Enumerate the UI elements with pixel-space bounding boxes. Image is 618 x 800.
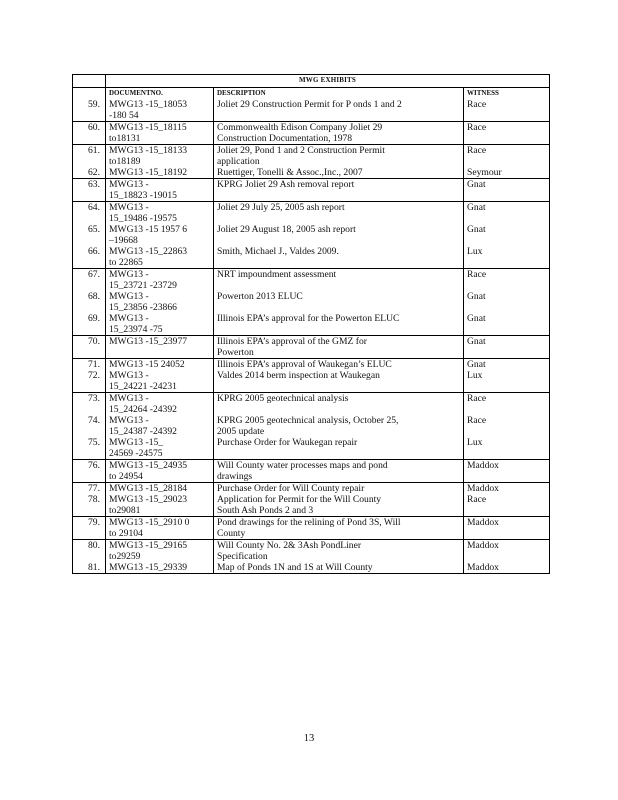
document-number-line: MWG13 -15 24052 xyxy=(109,359,185,370)
description-line: Powerton 2013 ELUC xyxy=(217,291,303,302)
document-number-line: to18131 xyxy=(109,133,141,144)
description-line: Powerton xyxy=(217,347,254,358)
exhibit-number: 61. xyxy=(88,145,100,156)
spacer xyxy=(75,190,100,201)
document-number-line: MWG13 -15_23977 xyxy=(109,336,188,347)
description-cell xyxy=(214,202,464,269)
document-number-line: -180 54 xyxy=(109,110,139,121)
spacer xyxy=(217,448,461,459)
witness-name: Gnat xyxy=(467,336,486,347)
description-cell xyxy=(214,359,464,393)
row-number-cell xyxy=(73,202,106,269)
table-row xyxy=(73,122,550,145)
description-cell xyxy=(214,336,464,359)
witness-cell xyxy=(464,179,550,202)
spacer xyxy=(217,190,461,201)
page-number: 13 xyxy=(303,733,315,744)
document-cell xyxy=(106,460,214,483)
document-cell xyxy=(106,517,214,540)
row-number-cell xyxy=(73,460,106,483)
spacer xyxy=(467,302,547,313)
description-cell xyxy=(214,517,464,540)
witness-name: Maddox xyxy=(467,517,499,528)
document-number-line: MWG13 -15_18115 xyxy=(109,122,187,133)
description-cell xyxy=(214,145,464,179)
spacer xyxy=(467,257,547,268)
spacer xyxy=(467,324,547,335)
witness-name: Seymour xyxy=(467,167,502,178)
spacer xyxy=(75,528,100,539)
document-cell xyxy=(106,336,214,359)
document-cell xyxy=(106,202,214,269)
description-line: Purchase Order for Waukegan repair xyxy=(217,437,358,448)
document-number-line: 15_18823 -19015 xyxy=(109,190,177,201)
description-cell xyxy=(214,540,464,574)
document-number-line: to29081 xyxy=(109,505,141,516)
description-line: Smith, Michael J., Valdes 2009. xyxy=(217,246,339,257)
table-title: MWG EXHIBITS xyxy=(106,75,550,88)
witness-name: Maddox xyxy=(467,460,499,471)
row-number-cell xyxy=(73,517,106,540)
spacer xyxy=(75,110,100,121)
spacer xyxy=(217,302,461,313)
spacer xyxy=(467,426,547,437)
description-line: Purchase Order for Will County repair xyxy=(217,483,365,494)
description-line: Will County No. 2& 3Ash PondLiner xyxy=(217,540,362,551)
document-number-line: 24569 -24575 xyxy=(109,448,163,459)
witness-cell xyxy=(464,336,550,359)
spacer xyxy=(75,426,100,437)
spacer xyxy=(75,235,100,246)
spacer xyxy=(467,551,547,562)
witness-cell xyxy=(464,517,550,540)
description-cell xyxy=(214,88,464,122)
description-line: Specification xyxy=(217,551,268,562)
row-number-cell xyxy=(73,145,106,179)
description-line: Illinois EPA’s approval of Waukegan’s ELUC xyxy=(217,359,392,370)
spacer xyxy=(467,190,547,201)
spacer xyxy=(467,381,547,392)
document-number-line: MWG13 - xyxy=(109,393,149,404)
spacer xyxy=(467,235,547,246)
exhibit-number: 72. xyxy=(88,370,100,381)
document-cell xyxy=(106,393,214,460)
spacer xyxy=(467,347,547,358)
table-row xyxy=(73,88,550,122)
description-cell xyxy=(214,179,464,202)
document-number-line: MWG13 - xyxy=(109,179,149,190)
witness-name: Lux xyxy=(467,246,483,257)
witness-name: Lux xyxy=(467,370,483,381)
exhibit-number: 59. xyxy=(88,99,100,110)
document-cell xyxy=(106,483,214,517)
document-number-line: to29259 xyxy=(109,551,141,562)
spacer xyxy=(75,156,100,167)
witness-name: Maddox xyxy=(467,562,499,573)
exhibit-number: 63. xyxy=(88,179,100,190)
document-number-line: to 29104 xyxy=(109,528,143,539)
spacer xyxy=(217,213,461,224)
exhibit-number: 81. xyxy=(88,562,100,573)
row-number-cell xyxy=(73,483,106,517)
exhibit-number: 76. xyxy=(88,460,100,471)
spacer xyxy=(75,551,100,562)
description-line: drawings xyxy=(217,471,253,482)
description-line: application xyxy=(217,156,260,167)
row-number-cell xyxy=(73,393,106,460)
document-number-line: MWG13 - xyxy=(109,415,149,426)
description-cell xyxy=(214,122,464,145)
spacer xyxy=(75,324,100,335)
spacer xyxy=(217,324,461,335)
document-number-line: MWG13 -15_2910 0 xyxy=(109,517,190,528)
table-row xyxy=(73,460,550,483)
exhibit-number: 80. xyxy=(88,540,100,551)
description-line: Illinois EPA’s approval for the Powerton ELUC xyxy=(217,313,400,324)
exhibit-number: 70. xyxy=(88,336,100,347)
spacer xyxy=(75,471,100,482)
witness-name: Race xyxy=(467,145,487,156)
document-number-line: 15_23974 -75 xyxy=(109,324,163,335)
spacer xyxy=(217,257,461,268)
row-number-cell xyxy=(73,540,106,574)
document-number-line: MWG13 -15_29165 xyxy=(109,540,188,551)
description-line: Illinois EPA’s approval of the GMZ for xyxy=(217,336,367,347)
witness-cell xyxy=(464,145,550,179)
document-number-line: MWG13 - xyxy=(109,202,149,213)
witness-name: Race xyxy=(467,494,487,505)
description-line: KPRG 2005 geotechnical analysis xyxy=(217,393,349,404)
document-number-line: MWG13 -15_29339 xyxy=(109,562,188,573)
document-cell xyxy=(106,269,214,336)
table-row xyxy=(73,179,550,202)
witness-cell xyxy=(464,483,550,517)
spacer xyxy=(467,280,547,291)
description-line: KPRG 2005 geotechnical analysis, October 25, xyxy=(217,415,399,426)
document-number-line: MWG13 - xyxy=(109,269,149,280)
document-cell xyxy=(106,359,214,393)
header-spacer xyxy=(75,88,100,99)
number-header-label: NO. xyxy=(150,89,163,97)
spacer xyxy=(467,404,547,415)
exhibit-number: 79. xyxy=(88,517,100,528)
description-line: Joliet 29 August 18, 2005 ash report xyxy=(217,224,356,235)
document-number-line: MWG13 -15 1957 6 xyxy=(109,224,188,235)
exhibit-number: 71. xyxy=(88,359,100,370)
witness-name: Race xyxy=(467,269,487,280)
table-row xyxy=(73,483,550,517)
document-number-line: MWG13 -15_18053 xyxy=(109,99,188,110)
row-number-cell xyxy=(73,359,106,393)
document-cell xyxy=(106,122,214,145)
witness-name: Gnat xyxy=(467,179,486,190)
spacer xyxy=(467,133,547,144)
witness-cell xyxy=(464,359,550,393)
spacer xyxy=(467,213,547,224)
exhibit-number: 68. xyxy=(88,291,100,302)
description-cell xyxy=(214,483,464,517)
table-row xyxy=(73,393,550,460)
description-line: Pond drawings for the relining of Pond 3S, Will xyxy=(217,517,401,528)
spacer xyxy=(75,448,100,459)
spacer xyxy=(467,505,547,516)
witness-name: Gnat xyxy=(467,224,486,235)
table-row xyxy=(73,145,550,179)
exhibit-number: 73. xyxy=(88,393,100,404)
spacer xyxy=(217,404,461,415)
spacer xyxy=(217,381,461,392)
description-line: Joliet 29, Pond 1 and 2 Construction Permit xyxy=(217,145,385,156)
spacer xyxy=(75,505,100,516)
witness-name: Maddox xyxy=(467,483,499,494)
witness-cell xyxy=(464,393,550,460)
spacer xyxy=(467,156,547,167)
spacer xyxy=(217,235,461,246)
description-line: Construction Documentation, 1978 xyxy=(217,133,353,144)
table-row xyxy=(73,269,550,336)
document-number-line: 15_23856 -23866 xyxy=(109,302,177,313)
description-line: 2005 update xyxy=(217,426,265,437)
row-number-cell xyxy=(73,179,106,202)
spacer xyxy=(217,280,461,291)
exhibit-number: 60. xyxy=(88,122,100,133)
spacer xyxy=(217,110,461,121)
document-number-line: 15_24387 -24392 xyxy=(109,426,177,437)
witness-name: Race xyxy=(467,393,487,404)
exhibit-number: 77. xyxy=(88,483,100,494)
row-number-cell xyxy=(73,269,106,336)
row-number-cell xyxy=(73,88,106,122)
spacer xyxy=(467,528,547,539)
document-number-line: MWG13 -15_29023 xyxy=(109,494,188,505)
exhibit-number: 65. xyxy=(88,224,100,235)
description-line: Will County water processes maps and pond xyxy=(217,460,388,471)
spacer xyxy=(75,280,100,291)
witness-cell xyxy=(464,460,550,483)
row-number-cell xyxy=(73,336,106,359)
document-number-line: 15_24264 -24392 xyxy=(109,404,177,415)
document-cell xyxy=(106,88,214,122)
exhibit-number: 69. xyxy=(88,313,100,324)
document-cell xyxy=(106,145,214,179)
table-row xyxy=(73,517,550,540)
description-line: Application for Permit for the Will County xyxy=(217,494,382,505)
witness-cell xyxy=(464,122,550,145)
title-spacer-cell xyxy=(73,75,106,88)
spacer xyxy=(75,347,100,358)
spacer xyxy=(467,110,547,121)
exhibits-table xyxy=(72,74,550,574)
document-cell xyxy=(106,179,214,202)
description-line: Commonwealth Edison Company Joliet 29 xyxy=(217,122,383,133)
row-number-cell xyxy=(73,122,106,145)
witness-name: Race xyxy=(467,122,487,133)
spacer xyxy=(75,133,100,144)
document-number-line: MWG13 - xyxy=(109,291,149,302)
table-row xyxy=(73,336,550,359)
exhibit-number: 78. xyxy=(88,494,100,505)
witness-cell xyxy=(464,540,550,574)
document-cell xyxy=(106,540,214,574)
description-line: County xyxy=(217,528,246,539)
spacer xyxy=(75,381,100,392)
description-header: DESCRIPTION xyxy=(217,89,266,97)
document-number-line: MWG13 -15_28184 xyxy=(109,483,188,494)
witness-name: Race xyxy=(467,415,487,426)
description-line: KPRG Joliet 29 Ash removal report xyxy=(217,179,355,190)
document-number-line: MWG13 - xyxy=(109,313,149,324)
witness-cell xyxy=(464,269,550,336)
description-cell xyxy=(214,460,464,483)
spacer xyxy=(467,448,547,459)
document-number-line: 15_23721 -23729 xyxy=(109,280,177,291)
witness-name: Gnat xyxy=(467,291,486,302)
witness-name: Maddox xyxy=(467,540,499,551)
document-number-line: MWG13 -15_18192 xyxy=(109,167,188,178)
witness-name: Gnat xyxy=(467,202,486,213)
description-cell xyxy=(214,393,464,460)
description-line: Joliet 29 Construction Permit for P onds 1 and 2 xyxy=(217,99,402,110)
spacer xyxy=(75,302,100,313)
document-header xyxy=(109,88,211,99)
exhibit-number: 74. xyxy=(88,415,100,426)
witness-cell xyxy=(464,88,550,122)
document-number-line: to 24954 xyxy=(109,471,143,482)
table-row xyxy=(73,540,550,574)
description-line: Ruettiger, Tonelli & Assoc.,Inc., 2007 xyxy=(217,167,363,178)
witness-name: Gnat xyxy=(467,313,486,324)
spacer xyxy=(467,471,547,482)
witness-header: WITNESS xyxy=(467,89,499,97)
exhibit-number: 67. xyxy=(88,269,100,280)
spacer xyxy=(75,404,100,415)
spacer xyxy=(75,257,100,268)
description-line: Map of Ponds 1N and 1S at Will County xyxy=(217,562,373,573)
witness-name: Gnat xyxy=(467,359,486,370)
exhibit-number: 62. xyxy=(88,167,100,178)
description-cell xyxy=(214,269,464,336)
document-number-line: 15_19486 -19575 xyxy=(109,213,177,224)
table-row xyxy=(73,202,550,269)
document-number-line: to 22865 xyxy=(109,257,143,268)
document-number-line: MWG13 - xyxy=(109,370,149,381)
witness-cell xyxy=(464,202,550,269)
spacer xyxy=(75,213,100,224)
document-number-line: MWG13 -15_18133 xyxy=(109,145,188,156)
description-line: Joliet 29 July 25, 2005 ash report xyxy=(217,202,345,213)
witness-name: Lux xyxy=(467,437,483,448)
exhibit-number: 66. xyxy=(88,246,100,257)
description-line: NRT impoundment assessment xyxy=(217,269,337,280)
spacer xyxy=(109,347,211,358)
table-body xyxy=(73,88,550,574)
description-line: South Ash Ponds 2 and 3 xyxy=(217,505,314,516)
exhibit-number: 64. xyxy=(88,202,100,213)
document-number-line: 15_24221 -24231 xyxy=(109,381,177,392)
witness-name: Race xyxy=(467,99,487,110)
table-row xyxy=(73,359,550,393)
description-line: Valdes 2014 berm inspection at Waukegan xyxy=(217,370,380,381)
document-number-line: –19668 xyxy=(109,235,138,246)
document-number-line: to18189 xyxy=(109,156,141,167)
document-header-label: DOCUMENT xyxy=(109,89,151,97)
document-number-line: MWG13 -15_ xyxy=(109,437,164,448)
exhibit-number: 75. xyxy=(88,437,100,448)
document-number-line: MWG13 -15_22863 xyxy=(109,246,188,257)
document-number-line: MWG13 -15_24935 xyxy=(109,460,188,471)
